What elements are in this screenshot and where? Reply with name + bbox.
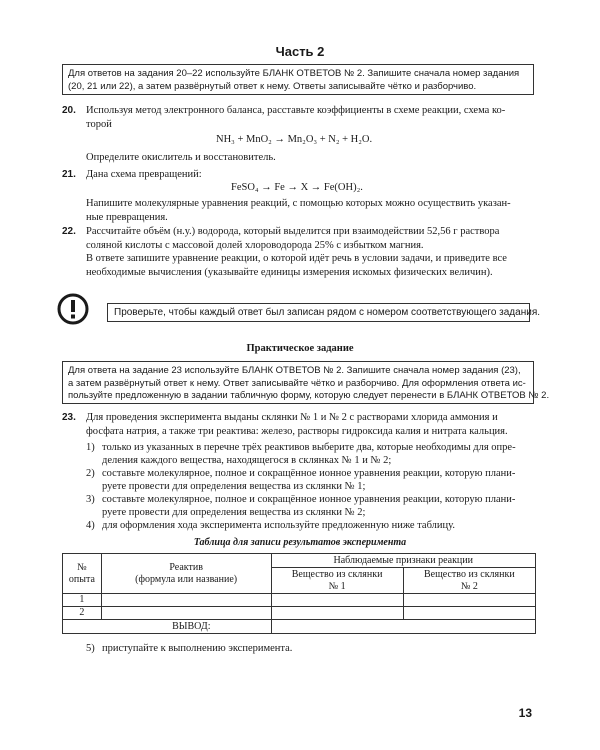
header-text: № [77,561,87,573]
flask-2-cell [403,594,535,607]
flask-1-cell [271,594,403,607]
task-number: 23. [62,412,76,423]
reagent-cell [101,594,271,607]
list-item [86,493,536,519]
table-caption: Таблица для записи результатов эксперимента [193,537,407,548]
table-row [63,607,536,620]
conclusion-text: ВЫВОД: [172,620,211,632]
task-text: Напишите молекулярные уравнения реакций, с помощью которых можно осуществить указан- [86,198,511,209]
notice-part2 [62,64,534,95]
table-row [63,594,536,607]
flask-1-cell [271,607,403,620]
list-marker: 1) [86,442,95,453]
task-number: 21. [62,169,76,180]
header-text: Вещество из склянки [291,568,383,580]
transformation-scheme-21: FeSO₄ → Fe → X → Fe(OH)₂. [231,182,363,193]
row-number: 1 [63,594,102,607]
page-number: 13 [518,706,532,720]
conclusion-cell [271,620,536,634]
header-text: (формула или название) [135,573,238,585]
task-text: соляной кислоты с массовой долей хлороводорода 25% с избытком магния. [86,239,424,251]
task-21 [62,168,202,182]
header-text: опыта [68,573,95,585]
header-observed-signs: Наблюдаемые признаки реакции [271,554,536,568]
header-flask-2 [403,568,535,594]
task-text: Для проведения эксперимента выданы склянки № 1 и № 2 с растворами хлорида аммония и [86,412,498,423]
list-text: составьте молекулярное, полное и сокращённое ионное уравнения реакции, которую плани- [102,494,516,505]
task-text: В ответе запишите уравнение реакции, о которой идёт речь в условии задачи, и приведите все [86,253,507,264]
task-number: 20. [62,105,76,116]
list-item [86,642,536,655]
list-marker: 2) [86,468,95,479]
list-text: деления каждого вещества, находящегося в склянках № 1 и № 2; [102,455,392,466]
task-22 [62,225,507,279]
notice-line: пользуйте предложенную в задании табличную форму, которую следует перенести в БЛАНК ОТВЕТОВ № 2. [68,390,550,401]
practical-title: Практическое задание [246,343,354,354]
header-flask-1 [271,568,403,594]
list-item [86,441,536,467]
conclusion-row [63,620,536,634]
list-item [86,519,536,532]
flask-2-cell [403,607,535,620]
notice-line: Для ответов на задания 20–22 используйте БЛАНК ОТВЕТОВ № 2. Запишите сначала номер задания [68,68,520,79]
part-title: Часть 2 [275,44,325,59]
task-number: 22. [62,226,76,237]
task-23-steps [86,441,536,532]
task-text: Дана схема превращений: [86,169,202,180]
list-text: для оформления хода эксперимента используйте предложенную ниже таблицу. [102,520,455,531]
list-text: руете провести для определения вещества из склянки № 2; [102,507,366,518]
task-20 [62,104,536,131]
task-20-question [86,151,276,165]
list-text: составьте молекулярное, полное и сокращённое ионное уравнения реакции, которую плани- [102,468,516,479]
experiment-table [62,553,536,634]
conclusion-label [63,620,272,634]
task-text: Рассчитайте объём (н.у.) водорода, который выделится при взаимодействии 52,56 г раствора [86,226,500,237]
notice-line: Для ответа на задание 23 используйте БЛАНК ОТВЕТОВ № 2. Запишите сначала номер задания (23), [68,365,521,376]
task-text: необходимые вычисления (указывайте единицы измерения искомых физических величин). [86,266,493,278]
row-number: 2 [63,607,102,620]
list-text: приступайте к выполнению эксперимента. [102,643,293,654]
list-item [86,467,536,493]
notice-practical [62,361,550,404]
reagent-cell [101,607,271,620]
notice-line: (20, 21 или 22), а затем развёрнутый ответ к нему. Ответы записывайте чётко и разборчиво. [68,80,477,92]
list-marker: 4) [86,520,95,531]
notice-line: а затем развёрнутый ответ к нему. Ответ записывайте чётко и разборчиво. Для оформления ответа ис- [68,377,526,389]
task-text: Определите окислитель и восстановитель. [86,152,276,163]
exclamation-icon [57,293,89,325]
list-text: только из указанных в перечне трёх реактивов выберите два, которые необходимы для опре- [102,442,516,453]
reaction-scheme-20: NH₃ + MnO₂ → Mn₂O₃ + N₂ + H₂O. [216,134,373,145]
list-text: руете провести для определения вещества из склянки № 1; [102,481,366,492]
task-text: Используя метод электронного баланса, расставьте коэффициенты в схеме реакции, схема ко- [86,105,506,116]
header-text: Вещество из склянки [424,568,515,580]
task-23-final-step [86,642,536,655]
list-marker: 3) [86,494,95,505]
task-21-text [86,197,511,224]
task-text: торой [86,118,112,130]
header-text: № 2 [460,580,478,592]
task-text: фосфата натрия, а также три реактива: железо, растворы гидроксида калия и нитрата кальция. [86,425,508,437]
header-reagent [101,554,271,594]
header-text: Реактив [169,561,203,573]
list-marker: 5) [86,643,95,654]
header-text: № 1 [328,580,346,592]
task-23 [62,411,508,438]
header-experiment-no [63,554,102,594]
check-answer-notice: Проверьте, чтобы каждый ответ был записан рядом с номером соответствующего задания. [107,303,530,322]
task-text: ные превращения. [86,211,168,223]
